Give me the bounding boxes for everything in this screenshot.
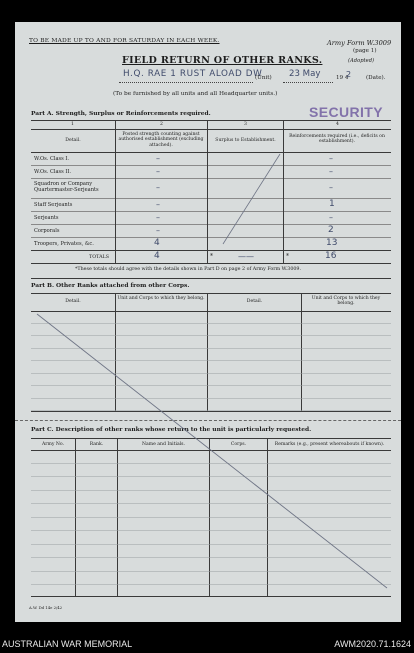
header-surplus: Surplus to Establishment.	[215, 138, 276, 143]
totals-surplus-mark: *	[210, 253, 213, 260]
security-stamp: SECURITY	[309, 104, 383, 120]
header-reinforcements: Reinforcements required (i.e., deficits on establishment).	[289, 134, 385, 145]
part-c-header-corps: Corps.	[230, 442, 247, 447]
row-strength-wo1: –	[156, 154, 160, 163]
part-a-footnote: *These totals should agree with the details shown in Part D on page 2 of Army Form W.3009.	[75, 267, 302, 272]
row-reinf-cqms: –	[329, 183, 333, 192]
furnished-note: (To be furnished by all units and all Headquarter units.)	[113, 91, 278, 97]
date-year: 19 4	[336, 75, 349, 81]
row-label-cqms: Squadron or Company Quartermaster-Serjeants	[34, 181, 99, 193]
row-label-staff-serjeants: Staff Serjeants	[34, 202, 73, 208]
part-b-header-unit-2: Unit and Corps to which they belong.	[311, 296, 381, 307]
long-strike-line	[15, 22, 401, 622]
row-strength-troopers: 4	[154, 238, 160, 248]
col-number-4: 4	[336, 122, 339, 127]
date-handwritten: 23 May	[289, 69, 321, 79]
unit-label: (Unit)	[255, 75, 272, 81]
totals-strength: 4	[154, 251, 160, 261]
row-label-wo2: W.Os. Class II.	[34, 169, 72, 175]
caption-left: AUSTRALIAN WAR MEMORIAL	[2, 639, 133, 649]
row-reinf-wo1: –	[329, 154, 333, 163]
totals-reinf: 16	[325, 251, 337, 261]
col-number-1: 1	[71, 122, 74, 127]
row-strength-staff-serjeants: –	[156, 200, 160, 209]
part-c-header-rank: Rank.	[89, 442, 104, 447]
row-reinf-staff-serjeants: 1	[329, 199, 335, 209]
part-b-header-unit-1: Unit and Corps to which they belong.	[117, 296, 205, 301]
totals-label: TOTALS	[89, 255, 110, 260]
footer-code: A.W. Dd 14e 2/42	[29, 605, 63, 610]
row-reinf-serjeants: –	[329, 213, 333, 222]
caption-bar	[0, 630, 414, 653]
header-detail: Detail.	[65, 138, 81, 143]
row-reinf-wo2: –	[329, 167, 333, 176]
part-b-header-detail-1: Detail.	[65, 299, 81, 304]
row-reinf-corporals: 2	[328, 225, 334, 235]
page-title: FIELD RETURN OF OTHER RANKS.	[122, 55, 323, 66]
row-label-serjeants: Serjeants	[34, 215, 59, 221]
part-c-header-name: Name and Initials.	[142, 442, 185, 447]
row-strength-cqms: –	[156, 183, 160, 192]
row-label-wo1: W.Os. Class I.	[34, 156, 70, 162]
form-page: (page 1)	[353, 48, 377, 54]
date-year-handwritten: 2	[346, 70, 352, 79]
part-b-header-detail-2: Detail.	[246, 299, 263, 304]
totals-surplus: ——	[238, 252, 254, 261]
caption-right: AWM2020.71.1624	[334, 639, 411, 649]
form-number: Army Form W.3009	[327, 39, 392, 47]
part-c-header-army-no: Army No.	[41, 442, 65, 447]
part-c-header-remarks: Remarks (e.g., present whereabouts if known).	[274, 442, 385, 447]
unit-handwritten: H.Q. RAE 1 RUST ALOAD DW	[123, 69, 263, 79]
date-label: (Date).	[366, 75, 386, 81]
row-label-troopers: Troopers, Privates, &c.	[34, 241, 94, 247]
col-number-2: 2	[160, 122, 163, 127]
part-b-heading: Part B. Other Ranks attached from other Corps.	[31, 282, 190, 289]
header-posted-strength: Posted strength counting against authorised establishment (excluding attached).	[118, 132, 204, 148]
form-adopted: (Adopted)	[348, 58, 375, 64]
part-a-heading: Part A. Strength, Surplus or Reinforcements required.	[31, 110, 211, 117]
row-strength-wo2: –	[156, 167, 160, 176]
row-reinf-troopers: 13	[326, 238, 338, 248]
top-instruction: TO BE MADE UP TO AND FOR SATURDAY IN EACH WEEK.	[29, 38, 220, 44]
totals-reinf-mark: *	[286, 253, 289, 260]
col-number-3: 3	[244, 122, 247, 127]
row-strength-corporals: –	[156, 226, 160, 235]
part-c-heading: Part C. Description of other ranks whose return to the unit is particularly requested.	[31, 426, 312, 433]
row-label-corporals: Corporals	[34, 228, 60, 234]
form-sheet	[15, 22, 401, 622]
row-strength-serjeants: –	[156, 213, 160, 222]
